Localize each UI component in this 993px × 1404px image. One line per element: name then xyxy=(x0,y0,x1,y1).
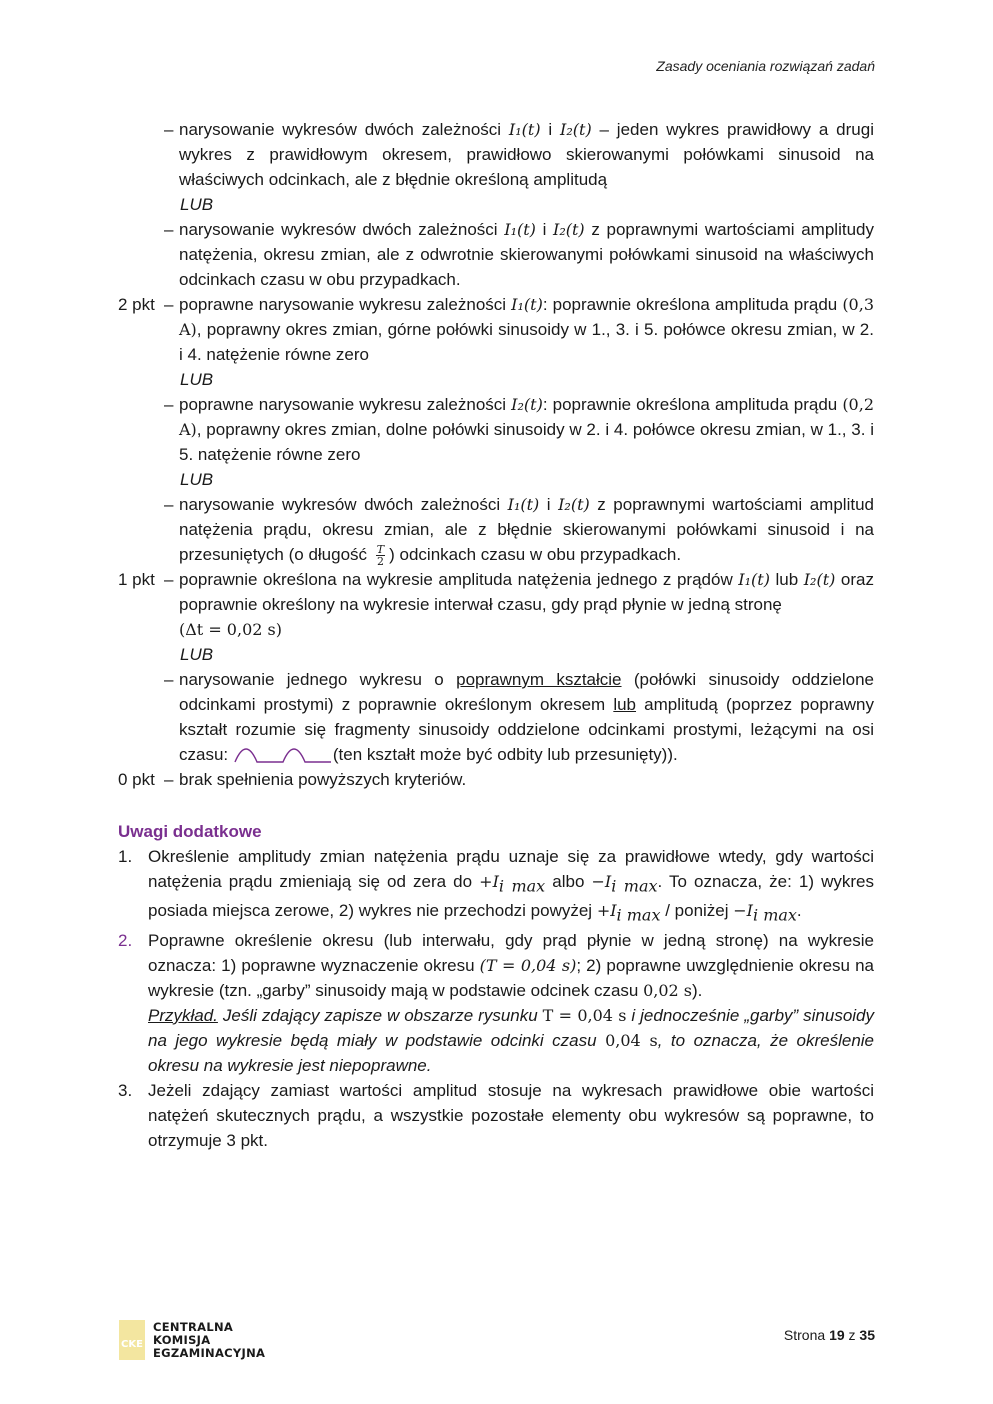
page-number: Strona 19 z 35 xyxy=(783,1327,875,1343)
criterion-3pt-a: – narysowanie wykresów dwóch zależności I₁(t) i I₂(t) – jeden wykres prawidłowy a drugi wykres z prawidłowym okresem, prawidłowo skierowanymi połówkami sinusoid na właściwych odcinkach, ale z błędnie określoną amplitudą xyxy=(164,120,874,189)
criterion-2pt-a: 2 pkt – poprawne narysowanie wykresu zależności I₁(t): poprawnie określona amplituda prądu (0,3 A), poprawny okres zmian, górne połówki sinusoidy w 1., 3. i 5. połówce okresu zmian, w 2. i 4. natężenie równe zero xyxy=(118,292,874,367)
cke-logo: CKE CENTRALNA KOMISJA EGZAMINACYJNA xyxy=(119,1320,265,1360)
criterion-2pt-b: – poprawne narysowanie wykresu zależności I₂(t): poprawnie określona amplituda prądu (0,2 A), poprawny okres zmian, dolne połówki sinusoidy w 2. i 4. połówce okresu zmian, w 1., 3. i 5. natężenie równe zero xyxy=(164,395,874,464)
fraction-t-over-2: $\frac{T}{2}$ xyxy=(376,543,385,569)
page-header: Zasady oceniania rozwiązań zadań xyxy=(656,58,875,74)
criterion-2pt-c: – narysowanie wykresów dwóch zależności I₁(t) i I₂(t) z poprawnymi wartościami amplitud natężenia prądu, okresu zmian, ale z błędnie skierowanymi połówkami sinusoid i na przesuniętych (o długość $\frac{T}{2}$ ) odcinkach czasu w obu przypadkach. xyxy=(164,495,874,569)
cke-logo-mark-icon xyxy=(119,1320,145,1360)
criterion-1pt-b: – narysowanie jednego wykresu o poprawnym kształcie (połówki sinusoidy oddzielone odcinkami prostymi) z poprawnie określonym okresem lub amplitudą (poprzez poprawny kształt rozumie się fragmenty sinusoidy oddzielone odcinkami prostymi, leżącymi na osi czasu: (ten kształt może być odbity lub przesunięty)). xyxy=(164,670,875,765)
points-label: 0 pkt xyxy=(118,770,155,790)
lub-label: LUB xyxy=(180,645,214,665)
notes-list xyxy=(118,844,874,1153)
lub-label: LUB xyxy=(180,195,214,214)
math-i1: I₁(t) xyxy=(508,120,541,139)
note-item: 1. Określenie amplitudy zmian natężenia prądu uznaje się za prawidłowe wtedy, gdy wartości natężenia prądu zmieniają się od zera do $+I_{i max}$ albo $-I_{i max}$. To oznacza, że: 1) wykres posiada miejsca zerowe, 2) wykres nie przechodzi powyżej $+I_{i max}$ / poniżej $-I_{i max}$. xyxy=(118,847,875,925)
example-label: Przykład. xyxy=(148,1005,218,1025)
points-label: 2 pkt xyxy=(118,295,155,314)
points-label: 1 pkt xyxy=(118,570,155,590)
half-sine-shape-icon xyxy=(233,742,333,764)
note-item: 3. Jeżeli zdający zamiast wartości amplitud stosuje na wykresach prawidłowe obie wartości natężeń skutecznych prądu, a wszystkie pozostałe elementy obu wykresów są poprawne, to otrzymuje 3 pkt. xyxy=(118,1080,874,1150)
svg-text:CKE: CKE xyxy=(121,1339,143,1350)
notes-title: Uwagi dodatkowe xyxy=(118,822,262,842)
lub-label: LUB xyxy=(180,470,214,489)
criterion-0pt: 0 pkt – brak spełnienia powyższych kryteriów. xyxy=(118,767,874,792)
math-i2: I₂(t) xyxy=(560,120,592,139)
criterion-3pt-b: – narysowanie wykresów dwóch zależności I₁(t) i I₂(t) z poprawnymi wartościami amplitudy natężenia, okresu zmian, ale z odwrotnie skierowanymi połówkami sinusoid na właściwych odcinkach czasu w obu przypadkach. xyxy=(164,220,874,289)
lub-label: LUB xyxy=(180,370,214,389)
criterion-1pt-a: 1 pkt – poprawnie określona na wykresie amplituda natężenia jednego z prądów I₁(t) lub I₂(t) oraz poprawnie określony na wykresie interwał czasu, gdy prąd płynie w jedną stronę (Δt = 0,02 s) xyxy=(118,567,874,642)
note-item: 2. Poprawne określenie okresu (lub interwału, gdy prąd płynie w jedną stronę) na wykresie oznacza: 1) poprawne wyznaczenie okresu (T = 0,04 s); 2) poprawne uwzględnienie okresu na wykresie (tzn. „garby” sinusoidy mają w podstawie odcinek czasu 0,02 s). Przykład. Jeśli zdający zapisze w obszarze rysunku T = 0,04 s i jednocześnie „garby” sinusoidy na jego wykresie będą miały w podstawie odcinki czasu 0,04 s, to oznacza, że określenie okresu na wykresie jest niepoprawne. xyxy=(118,930,875,1075)
document-body xyxy=(118,117,874,1153)
